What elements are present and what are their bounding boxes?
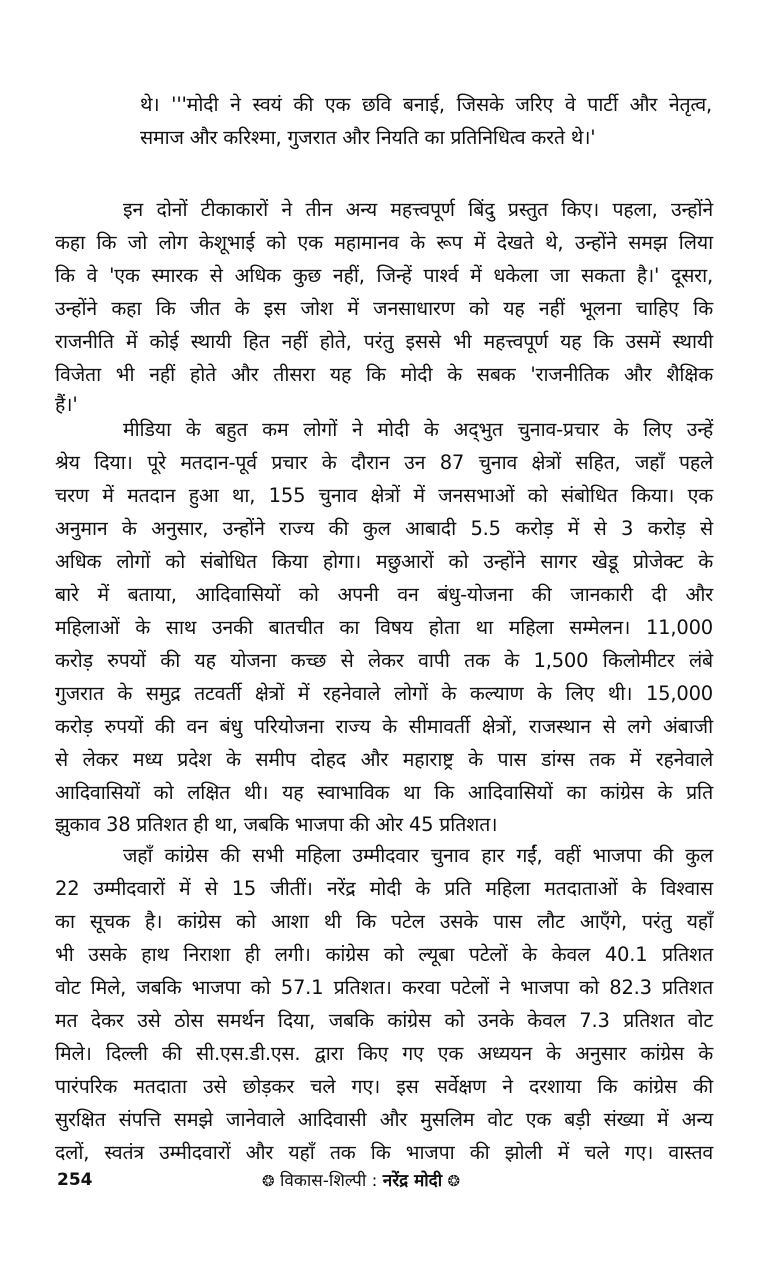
paragraph-1-line: विजेता भी नहीं होते और तीसरा यह कि मोदी के सबक 'राजनीतिक और शैक्षिक: [55, 363, 713, 386]
paragraph-3-line: दलों, स्वतंत्र उम्मीदवारों और यहाँ तक कि भाजपा की झोली में चले गए। वास्तव: [55, 1141, 713, 1164]
paragraph-2-line: महिलाओं के साथ उनकी बातचीत का विषय होता था महिला सम्मेलन। 11,000: [55, 616, 713, 639]
paragraph-1-line: कहा कि जो लोग केशूभाई को एक महामानव के रूप में देखते थे, उन्होंने समझ लिया: [55, 231, 713, 254]
paragraph-3-line: का सूचक है। कांग्रेस को आशा थी कि पटेल उसके पास लौट आएँगे, परंतु यहाँ: [55, 910, 713, 933]
paragraph-2-line: मीडिया के बहुत कम लोगों ने मोदी के अद्‌भुत चुनाव-प्रचार के लिए उन्हें: [123, 418, 713, 441]
paragraph-2-line: बारे में बताया, आदिवासियों को अपनी वन बंधु-योजना की जानकारी दी और: [55, 583, 713, 606]
book-title-name: नरेंद्र मोदी: [382, 1171, 443, 1191]
quote-line: थे। '''मोदी ने स्वयं की एक छवि बनाई, जिसके जरिए वे पार्टी और नेतृत्व,: [140, 93, 712, 116]
page-number: 254: [57, 1170, 93, 1190]
paragraph-2-line: चरण में मतदान हुआ था, 155 चुनाव क्षेत्रों में जनसभाओं को संबोधित किया। एक: [55, 484, 713, 507]
paragraph-2-line: अधिक लोगों को संबोधित किया होगा। मछुआरों को उन्होंने सागर खेडू प्रोजेक्ट के: [55, 550, 713, 573]
paragraph-2-line: झुकाव 38 प्रतिशत ही था, जबकि भाजपा की ओर 45 प्रतिशत।: [55, 813, 498, 836]
paragraph-3-line: भी उसके हाथ निराशा ही लगी। कांग्रेस को ल्यूबा पटेलों के केवल 40.1 प्रतिशत: [55, 943, 713, 966]
paragraph-1-line: कि वे 'एक स्मारक से अधिक कुछ नहीं, जिन्हें पार्श्व में धकेला जा सकता है।' दूसरा,: [55, 264, 713, 287]
paragraph-1-line: राजनीति में कोई स्थायी हित नहीं होते, परंतु इससे भी महत्त्वपूर्ण यह कि उसमें स्थायी: [55, 330, 713, 353]
ornament-icon: ❂: [447, 1172, 461, 1190]
paragraph-3-line: पारंपरिक मतदाता उसे छोड़कर चले गए। इस सर्वेक्षण ने दरशाया कि कांग्रेस की: [55, 1075, 713, 1098]
paragraph-3-line: मत देकर उसे ठोस समर्थन दिया, जबकि कांग्रेस को उनके केवल 7.3 प्रतिशत वोट: [55, 1009, 713, 1032]
paragraph-2-line: करोड़ रुपयों की यह योजना कच्छ से लेकर वापी तक के 1,500 किलोमीटर लंबे: [55, 649, 713, 672]
paragraph-3-line: जहाँ कांग्रेस की सभी महिला उम्मीदवार चुनाव हार गईं, वहीं भाजपा की कुल: [123, 844, 713, 867]
running-footer: [262, 1168, 460, 1191]
paragraph-3-line: सुरक्षित संपत्ति समझे जानेवाले आदिवासी और मुसलिम वोट एक बड़ी संख्या में अन्य: [55, 1108, 713, 1131]
paragraph-1-line: हैं।': [55, 393, 78, 416]
paragraph-2-line: अनुमान के अनुसार, उन्होंने राज्य की कुल आबादी 5.5 करोड़ में से 3 करोड़ से: [55, 517, 713, 540]
paragraph-3-line: वोट मिले, जबकि भाजपा को 57.1 प्रतिशत। करवा पटेलों ने भाजपा को 82.3 प्रतिशत: [55, 976, 713, 999]
book-title-prefix: विकास-शिल्पी :: [279, 1171, 378, 1191]
paragraph-3-line: 22 उम्मीदवारों में से 15 जीतीं। नरेंद्र मोदी के प्रति महिला मतदाताओं के विश्वास: [55, 877, 713, 900]
quote-line: समाज और करिश्मा, गुजरात और नियति का प्रतिनिधित्व करते थे।': [140, 126, 596, 149]
paragraph-2-line: करोड़ रुपयों की वन बंधु परियोजना राज्य के सीमावर्ती क्षेत्रों, राजस्थान से लगे अंबाजी: [55, 715, 713, 738]
paragraph-3-line: मिले। दिल्ली की सी.एस.डी.एस. द्वारा किए गए एक अध्ययन के अनुसार कांग्रेस के: [55, 1042, 713, 1065]
paragraph-2-line: आदिवासियों को लक्षित थी। यह स्वाभाविक था कि आदिवासियों का कांग्रेस के प्रति: [55, 781, 713, 804]
paragraph-1-line: उन्होंने कहा कि जीत के इस जोश में जनसाधारण को यह नहीं भूलना चाहिए कि: [55, 297, 713, 320]
ornament-icon: ❂: [262, 1172, 275, 1190]
paragraph-2-line: श्रेय दिया। पूरे मतदान-पूर्व प्रचार के दौरान उन 87 चुनाव क्षेत्रों सहित, जहाँ पहले: [55, 451, 713, 474]
paragraph-2-line: गुजरात के समुद्र तटवर्ती क्षेत्रों में रहनेवाले लोगों के कल्याण के लिए थी। 15,000: [55, 682, 713, 705]
paragraph-2-line: से लेकर मध्य प्रदेश के समीप दोहद और महाराष्ट्र के पास डांग्स तक में रहनेवाले: [55, 748, 713, 771]
paragraph-1-line: इन दोनों टीकाकारों ने तीन अन्य महत्त्वपूर्ण बिंदु प्रस्तुत किए। पहला, उन्होंने: [123, 198, 713, 221]
